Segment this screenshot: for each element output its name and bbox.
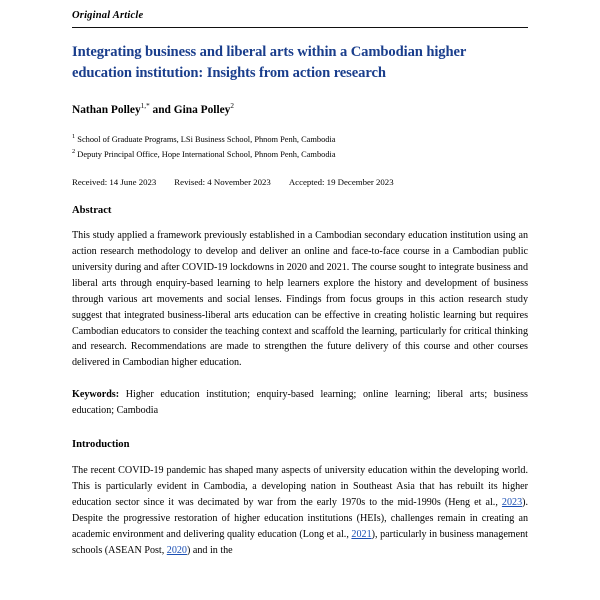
abstract-text: This study applied a framework previously established in a Cambodian secondary education institution using an action research methodology to develop and deliver an online and face-to-face course in a Cambodian public university during and after COVID-19 lockdowns in 2020 and 2021. The course sought to integrate business and liberal arts through enquiry-based learning to help learners explore the history and development of business through various art movements and social lenses. Findings from focus groups in this action research study suggest that integrated business-liberal arts education can be effective in creating holistic learning but requires Cambodian educators to consider the teaching context and scaffold the learning, particularly for critical thinking and research. Recommendations are made to strengthen the future delivery of this course and other courses delivered in Cambodian higher education.	[72, 229, 528, 369]
revised-date: Revised: 4 November 2023	[174, 176, 271, 187]
page-title: Integrating business and liberal arts within a Cambodian higher education institution: Insights from action research	[72, 44, 467, 82]
keywords-text: Higher education institution; enquiry-based learning; online learning; liberal arts; business education; Cambodia	[72, 389, 528, 417]
affiliation-2	[72, 147, 528, 161]
keywords-line	[72, 387, 528, 419]
affiliation-1	[72, 132, 528, 146]
affiliation-2-marker: 2	[72, 147, 76, 155]
intro-text-part-2: ). Despite the progressive restoration of higher education institutions (HEIs), challenges remain in creating an academic environment and delivering quality education (Long et al.,	[72, 497, 528, 540]
publication-dates	[72, 177, 528, 187]
intro-text-part-4: ) and in the	[186, 544, 233, 556]
author-one-affiliation-marker: 1,*	[140, 102, 150, 111]
author-two-name: Gina Polley	[173, 104, 231, 117]
author-list	[72, 102, 528, 116]
affiliation-1-marker: 1	[72, 133, 76, 141]
received-date: Received: 14 June 2023	[72, 176, 157, 187]
intro-text-part-1: The recent COVID-19 pandemic has shaped many aspects of university education within the developing world. This is particularly evident in Cambodia, a developing nation in Southeast Asia that has rebuilt its higher education sector since it was decimated by war from the early 1970s to the mid-1990s (Heng et al.,	[72, 465, 528, 509]
keywords-label: Keywords:	[72, 389, 120, 401]
article-type-label: Original Article	[72, 10, 144, 21]
citation-link-long-2021[interactable]: 2021	[351, 528, 372, 540]
accepted-date: Accepted: 19 December 2023	[288, 176, 394, 187]
abstract-heading: Abstract	[72, 204, 112, 216]
affiliation-2-text: Deputy Principal Office, Hope International School, Phnom Penh, Cambodia	[75, 149, 336, 159]
citation-link-heng-2023[interactable]: 2023	[501, 497, 523, 509]
introduction-heading: Introduction	[72, 439, 130, 451]
author-two-affiliation-marker: 2	[230, 102, 234, 111]
affiliation-block	[72, 132, 528, 161]
header-divider	[72, 27, 528, 28]
author-one-name: Nathan Polley	[72, 104, 141, 117]
affiliation-1-text: School of Graduate Programs, LSi Business School, Phnom Penh, Cambodia	[75, 134, 336, 144]
intro-text-part-3: ), particularly in business management schools (ASEAN Post,	[72, 528, 528, 556]
introduction-paragraph	[72, 463, 528, 559]
author-conjunction: and	[149, 104, 174, 117]
citation-link-asean-post-2020[interactable]: 2020	[166, 544, 187, 556]
